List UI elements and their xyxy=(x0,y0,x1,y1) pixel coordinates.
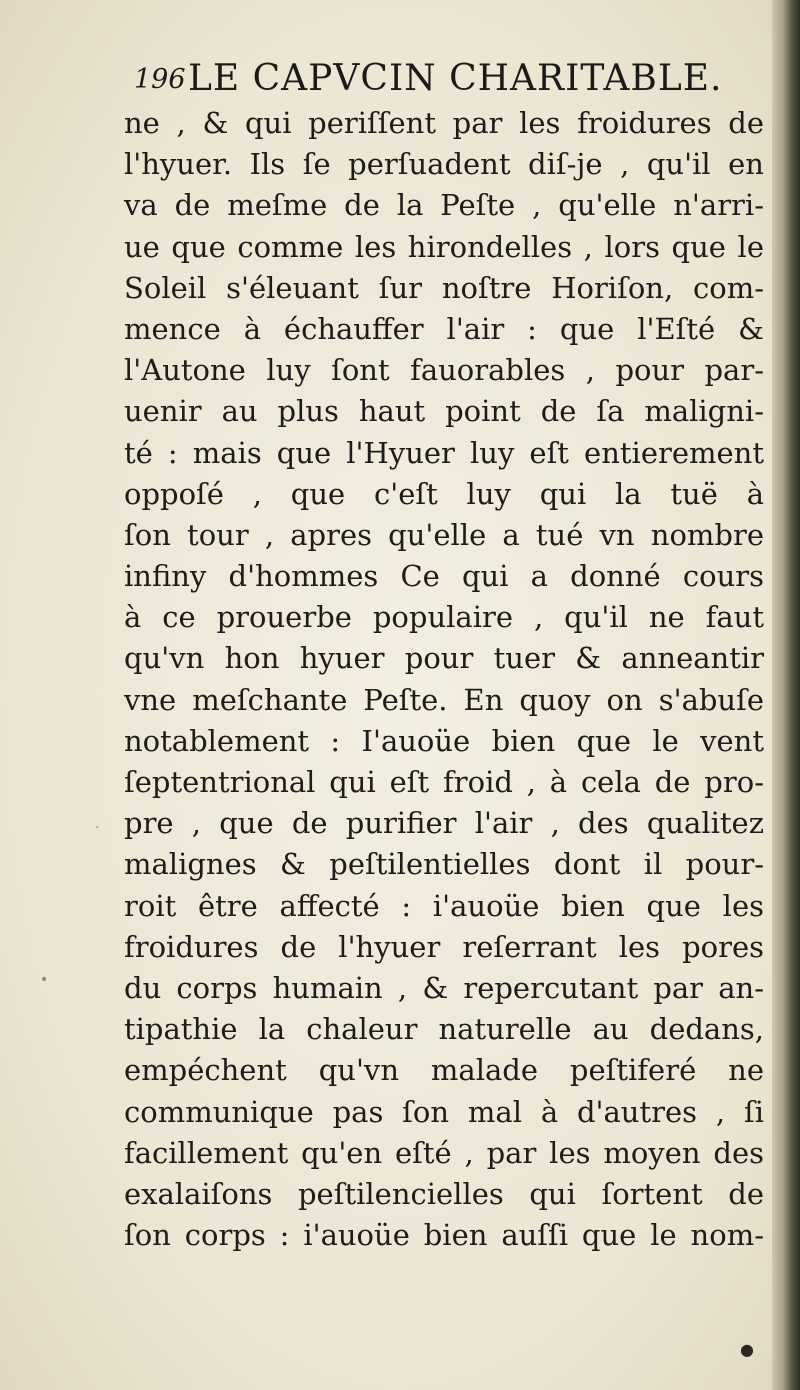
text-line: ne , & qui periſſent par les froidures de xyxy=(124,106,764,140)
text-line: pre , que de purifier l'air , des qualitez xyxy=(124,806,764,841)
text-line: roit être affecté : i'auoüe bien que les xyxy=(124,888,764,923)
text-line: qu'vn hon hyuer pour tuer & anneantir xyxy=(124,641,764,676)
text-line: ſeptentrional qui eſt froid , à cela de pro- xyxy=(124,765,764,799)
text-line: facillement qu'en eſté , par les moyen des xyxy=(124,1135,764,1170)
text-line: froidures de l'hyuer reſerrant les pores xyxy=(124,929,764,964)
running-title: LE CAPVCIN CHARITABLE. xyxy=(188,58,723,99)
ink-mark: ● xyxy=(740,1340,754,1359)
text-line: infiny d'hommes Ce qui a donné cours xyxy=(124,559,764,594)
text-line: tipathie la chaleur naturelle au dedans, xyxy=(124,1012,764,1047)
text-line: l'Autone luy ſont fauorables , pour par- xyxy=(124,353,764,388)
page-header xyxy=(120,58,770,102)
text-line: oppoſé , que c'eſt luy qui la tuë à xyxy=(124,476,764,511)
text-line: à ce prouerbe populaire , qu'il ne faut xyxy=(124,600,764,635)
text-line: uenir au plus haut point de ſa maligni- xyxy=(124,394,764,429)
text-line: malignes & peſtilentielles dont il pour- xyxy=(124,847,764,882)
page-gutter-shadow xyxy=(772,0,800,1390)
text-line: Soleil s'éleuant ſur noſtre Horiſon, com- xyxy=(124,270,764,305)
text-line: ſon tour , apres qu'elle a tué vn nombre xyxy=(124,517,764,552)
text-line: ue que comme les hirondelles , lors que le xyxy=(124,229,764,264)
text-line: mence à échauffer l'air : que l'Eſté & xyxy=(124,311,764,346)
text-line: l'hyuer. Ils ſe perſuadent diſ-je , qu'il en xyxy=(124,147,764,182)
paper-speck: • xyxy=(40,972,49,988)
text-line: empéchent qu'vn malade peſtiferé ne xyxy=(124,1053,764,1088)
text-line: notablement : I'auoüe bien que le vent xyxy=(124,723,764,758)
text-line: ſon corps : i'auoüe bien auſſi que le nom- xyxy=(124,1218,764,1253)
body-text xyxy=(124,103,764,1256)
text-line: du corps humain , & repercutant par an- xyxy=(124,970,764,1005)
text-line: vne meſchante Peſte. En quoy on s'abuſe xyxy=(124,682,764,717)
page-number: 196 xyxy=(134,64,186,95)
text-line: communique pas ſon mal à d'autres , ſi xyxy=(124,1094,764,1129)
text-line: exalaiſons peſtilencielles qui ſortent de xyxy=(124,1176,764,1211)
paper-speck: · xyxy=(95,820,100,836)
text-line: va de meſme de la Peſte , qu'elle n'arri- xyxy=(124,188,764,223)
text-line: té : mais que l'Hyuer luy eſt entierement xyxy=(124,435,764,470)
